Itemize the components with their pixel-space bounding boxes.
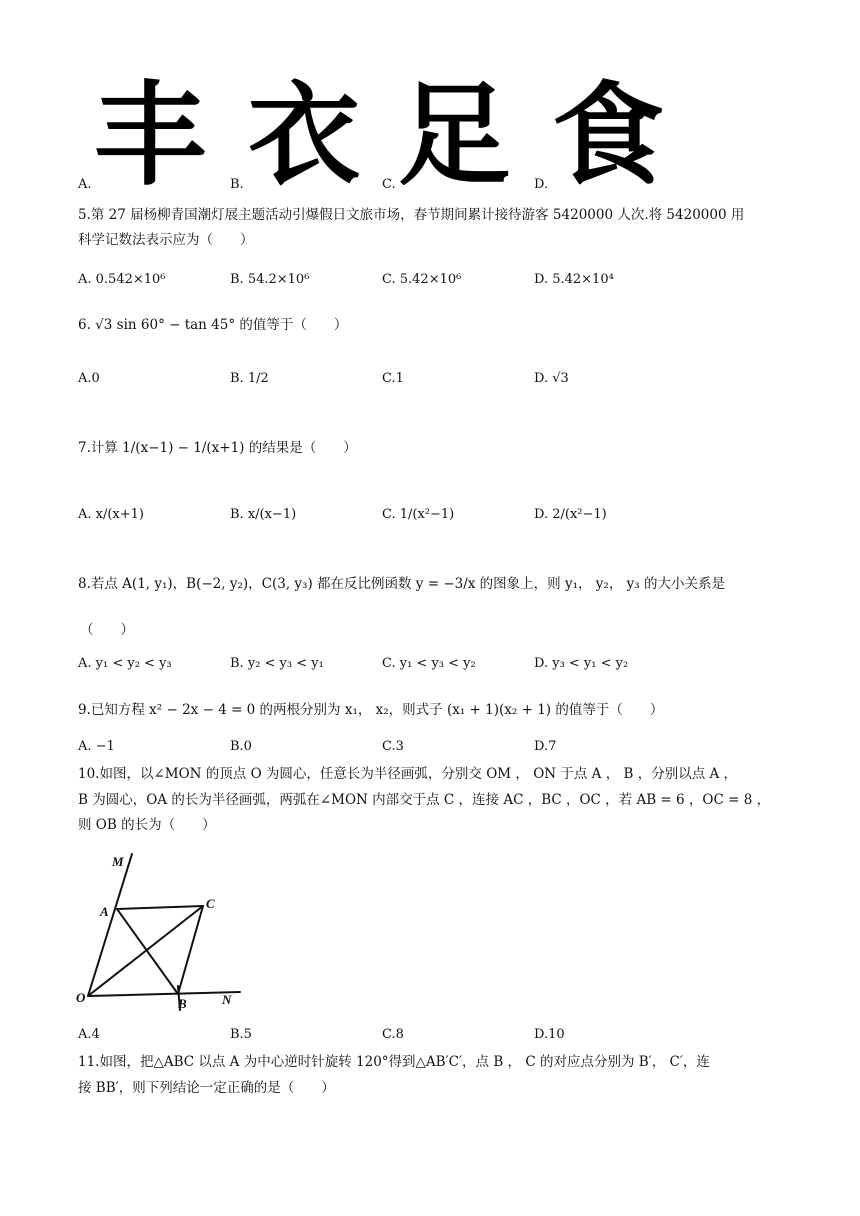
- q7-option-d: D. 2/(x²−1): [534, 507, 607, 522]
- q10-option-c: C.8: [382, 1027, 404, 1042]
- label-a: A: [100, 904, 109, 919]
- segment-ab: [117, 909, 178, 994]
- label-m: M: [112, 854, 124, 869]
- q9-option-b: B.0: [230, 739, 252, 754]
- label-b: B: [178, 996, 187, 1011]
- q8-option-d: D. y₃ < y₁ < y₂: [534, 656, 629, 671]
- q8-option-b: B. y₂ < y₃ < y₁: [230, 656, 324, 671]
- q4-char-d: 食: [552, 71, 664, 201]
- q7-option-c: C. 1/(x²−1): [382, 507, 455, 522]
- q7-stem: 7.计算 1/(x−1) − 1/(x+1) 的结果是（ ）: [78, 440, 357, 456]
- q10-figure: [70, 850, 250, 1020]
- q6-option-c: C.1: [382, 371, 404, 386]
- q10-stem-line1: 10.如图，以∠MON 的顶点 O 为圆心，任意长为半径画弧，分别交 OM ， ON 于点 A ， B ，分别以点 A ，: [78, 766, 738, 782]
- q5-option-a: A. 0.542×10⁶: [78, 272, 166, 287]
- q9-option-d: D.7: [534, 739, 557, 754]
- q5-option-b: B. 54.2×10⁶: [230, 272, 310, 287]
- label-n: N: [222, 992, 232, 1007]
- q4-char-a: 丰: [94, 71, 206, 201]
- q11-stem-line2: 接 BB′，则下列结论一定正确的是（ ）: [78, 1080, 335, 1096]
- q7-option-a: A. x/(x+1): [78, 507, 145, 522]
- segment-cb: [178, 906, 203, 994]
- label-o: O: [76, 990, 86, 1005]
- q9-option-c: C.3: [382, 739, 404, 754]
- q5-stem-line2: 科学记数法表示应为（ ）: [78, 232, 254, 248]
- q6-option-d: D. √3: [534, 371, 569, 386]
- q10-stem-line3: 则 OB 的长为（ ）: [78, 817, 216, 833]
- q4-char-c: 足: [398, 71, 510, 201]
- q6-option-b: B. 1/2: [230, 371, 269, 386]
- segment-oc: [88, 906, 203, 996]
- q8-option-c: C. y₁ < y₃ < y₂: [382, 656, 476, 671]
- q8-option-a: A. y₁ < y₂ < y₃: [78, 656, 172, 671]
- q10-option-b: B.5: [230, 1027, 252, 1042]
- q8-stem: 8.若点 A(1, y₁)，B(−2, y₂)，C(3, y₃) 都在反比例函数 y = −3/x 的图象上，则 y₁， y₂， y₃ 的大小关系是: [78, 576, 725, 592]
- segment-ac: [117, 906, 203, 909]
- q4-label-d: D.: [534, 177, 549, 192]
- q9-option-a: A. −1: [78, 739, 115, 754]
- q5-option-d: D. 5.42×10⁴: [534, 272, 614, 287]
- q10-stem-line2: B 为圆心，OA 的长为半径画弧，两弧在∠MON 内部交于点 C ，连接 AC ，BC ，OC ，若 AB = 6 ，OC = 8 ，: [78, 792, 771, 808]
- q5-option-c: C. 5.42×10⁶: [382, 272, 462, 287]
- q6-stem: 6. √3 sin 60° − tan 45° 的值等于（ ）: [78, 317, 348, 333]
- q4-label-b: B.: [230, 177, 244, 192]
- q4-label-c: C.: [382, 177, 396, 192]
- q8-paren: （ ）: [80, 622, 134, 638]
- q10-option-d: D.10: [534, 1027, 565, 1042]
- q6-option-a: A.0: [78, 371, 100, 386]
- q7-option-b: B. x/(x−1): [230, 507, 297, 522]
- q9-stem: 9.已知方程 x² − 2x − 4 = 0 的两根分别为 x₁， x₂，则式子 (x₁ + 1)(x₂ + 1) 的值等于（ ）: [78, 702, 664, 718]
- q4-label-a: A.: [78, 177, 92, 192]
- ray-om: [88, 854, 132, 996]
- q5-stem-line1: 5.第 27 届杨柳青国潮灯展主题活动引爆假日文旅市场，春节期间累计接待游客 5420000 人次.将 5420000 用: [78, 207, 745, 223]
- q4-char-b: 衣: [248, 71, 360, 201]
- q11-stem-line1: 11.如图，把△ABC 以点 A 为中心逆时针旋转 120°得到△AB′C′，点 B ， C 的对应点分别为 B′， C′，连: [78, 1054, 710, 1070]
- ray-on: [88, 992, 240, 996]
- label-c: C: [206, 896, 215, 911]
- q10-option-a: A.4: [78, 1027, 100, 1042]
